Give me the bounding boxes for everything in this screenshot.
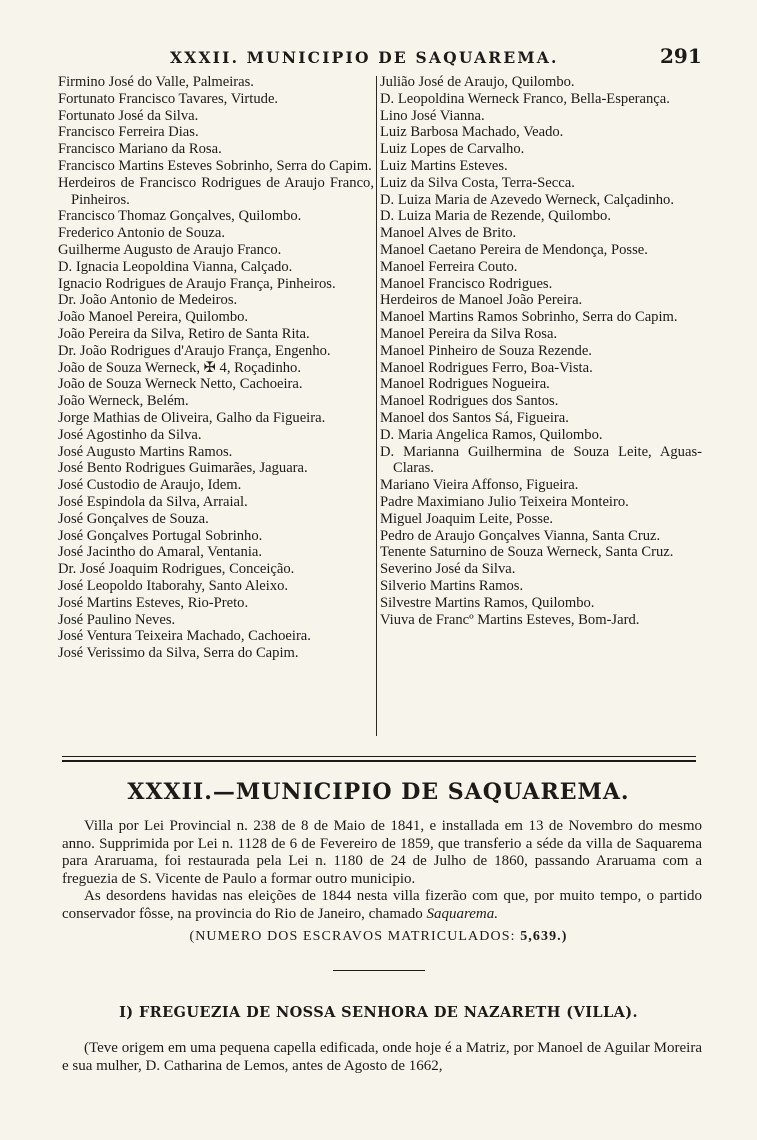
slaves-count-value: 5,639.) [520,929,568,944]
list-item: João Manoel Pereira, Quilombo. [58,309,249,326]
running-head: XXXII. MUNICIPIO DE SAQUAREMA. [170,48,559,67]
list-item: Lino José Vianna. [380,107,485,124]
list-item: João de Souza Werneck, ✠ 4, Roçadinho. [58,359,302,376]
list-item: Tenente Saturnino de Souza Werneck, Santa Cruz. [380,544,674,561]
list-item: José Paulino Neves. [58,611,176,628]
list-item: Miguel Joaquim Leite, Posse. [380,510,554,527]
list-item: Guilherme Augusto de Araujo Franco. [58,241,282,258]
list-item: Francisco Ferreira Dias. [58,124,199,141]
list-item: Luiz Lopes de Carvalho. [380,141,525,158]
list-item: Herdeiros de Francisco Rodrigues de Araujo Franco, Pinheiros. [58,174,374,208]
list-item: Silverio Martins Ramos. [380,577,524,594]
list-item: João de Souza Werneck Netto, Cachoeira. [58,376,303,393]
list-item: Dr. José Joaquim Rodrigues, Conceição. [58,561,295,578]
list-item: Julião José de Araujo, Quilombo. [380,74,575,90]
list-item: Viuva de Francº Martins Esteves, Bom-Jard. [380,611,640,628]
column-divider [376,76,377,736]
short-divider [333,970,425,971]
parish-description [62,1040,702,1075]
elections-italic-term: Saquarema. [426,905,498,922]
list-item: Luiz Barbosa Machado, Veado. [380,124,564,141]
list-item: Francisco Thomaz Gonçalves, Quilombo. [58,208,302,225]
list-item: D. Luiza Maria de Rezende, Quilombo. [380,208,611,225]
list-item: Ignacio Rodrigues de Araujo França, Pinheiros. [58,275,336,292]
list-item: José Leopoldo Itaborahy, Santo Aleixo. [58,577,289,594]
list-item: Severino José da Silva. [380,561,516,578]
list-item: José Custodio de Araujo, Idem. [58,477,242,494]
list-item: Manoel Rodrigues Ferro, Boa-Vista. [380,359,593,376]
list-item: Mariano Vieira Affonso, Figueira. [380,477,579,494]
list-item: Herdeiros de Manoel João Pereira. [380,292,583,309]
list-item: Manoel Pinheiro de Souza Rezende. [380,342,592,359]
list-item: José Gonçalves Portugal Sobrinho. [58,527,263,544]
page-number: 291 [660,44,702,68]
list-item: Dr. João Rodrigues d'Araujo França, Engenho. [58,342,331,359]
list-item: José Martins Esteves, Rio-Preto. [58,594,249,611]
list-item: Manoel Caetano Pereira de Mendonça, Posse. [380,241,648,258]
elections-paragraph [62,888,702,923]
list-item: José Agostinho da Silva. [58,426,202,443]
list-item: Silvestre Martins Ramos, Quilombo. [380,594,595,611]
parish-heading: I) FREGUEZIA DE NOSSA SENHORA DE NAZARETH (VILLA). [119,1004,638,1021]
list-item: Manoel Pereira da Silva Rosa. [380,325,558,342]
list-item: Padre Maximiano Julio Teixeira Monteiro. [380,493,629,510]
double-rule-bottom [62,760,696,762]
list-item: Pedro de Araujo Gonçalves Vianna, Santa Cruz. [380,527,661,544]
list-item: Francisco Martins Esteves Sobrinho, Serra do Capim. [58,157,372,174]
list-item: D. Leopoldina Werneck Franco, Bella-Esperança. [380,90,670,107]
list-item: D. Marianna Guilhermina de Souza Leite, Aguas-Claras. [380,443,702,477]
list-item: D. Ignacia Leopoldina Vianna, Calçado. [58,258,293,275]
list-item: José Bento Rodrigues Guimarães, Jaguara. [58,460,308,477]
landowners-list-right [380,74,702,628]
list-item: Fortunato Francisco Tavares, Virtude. [58,90,279,107]
parish-paragraph: (Teve origem em uma pequena capella edificada, onde hoje é a Matriz, por Manoel de Aguilar Moreira e sua mulher, D. Catharina de Lemos, antes de Agosto de 1662, [62,1040,702,1074]
list-item: Firmino José do Valle, Palmeiras. [58,74,254,90]
list-item: Manoel Alves de Brito. [380,225,517,242]
list-item: José Jacintho do Amaral, Ventania. [58,544,262,561]
list-item: Fortunato José da Silva. [58,107,199,124]
list-item: José Augusto Martins Ramos. [58,443,233,460]
list-item: João Pereira da Silva, Retiro de Santa Rita. [58,325,310,342]
slaves-count-label: (NUMERO DOS ESCRAVOS MATRICULADOS: [189,929,516,944]
section-title: XXXII.—MUNICIPIO DE SAQUAREMA. [127,779,630,805]
registered-slaves-count [0,929,757,945]
list-item: João Werneck, Belém. [58,393,189,410]
list-item: Frederico Antonio de Souza. [58,225,225,242]
list-item: Manoel Martins Ramos Sobrinho, Serra do Capim. [380,309,678,326]
list-item: José Gonçalves de Souza. [58,510,209,527]
list-item: D. Luiza Maria de Azevedo Werneck, Calçadinho. [380,191,674,208]
list-item: D. Maria Angelica Ramos, Quilombo. [380,426,603,443]
list-item: Francisco Mariano da Rosa. [58,141,222,158]
municipality-history [62,818,702,924]
landowners-list-left [58,74,374,662]
list-item: Luiz da Silva Costa, Terra-Secca. [380,174,575,191]
list-item: Manoel Francisco Rodrigues. [380,275,553,292]
list-item: José Ventura Teixeira Machado, Cachoeira. [58,628,311,645]
list-item: Manoel Rodrigues dos Santos. [380,393,559,410]
list-item: Luiz Martins Esteves. [380,157,508,174]
list-item: José Verissimo da Silva, Serra do Capim. [58,645,299,662]
double-rule-top [62,756,696,757]
elections-text: As desordens havidas nas eleições de 1844 nesta villa fizerão com que, por muito tempo, o partido conservador fôsse, na provincia do Rio de Janeiro, chamado [62,888,702,922]
list-item: Manoel dos Santos Sá, Figueira. [380,409,569,426]
list-item: Dr. João Antonio de Medeiros. [58,292,238,309]
list-item: Manoel Ferreira Couto. [380,258,518,275]
history-paragraph: Villa por Lei Provincial n. 238 de 8 de Maio de 1841, e installada em 13 de Novembro do mesmo anno. Supprimida por Lei n. 1128 de 6 de Fevereiro de 1859, que transferio a séde da villa de Saquarema para Araruama, foi restaurada pela Lei n. 1180 de 24 de Julho de 1860, passando Araruama com a freguezia de S. Vicente de Paulo a formar outro municipio. [62,818,702,887]
list-item: José Espindola da Silva, Arraial. [58,493,248,510]
list-item: Jorge Mathias de Oliveira, Galho da Figueira. [58,409,326,426]
list-item: Manoel Rodrigues Nogueira. [380,376,550,393]
